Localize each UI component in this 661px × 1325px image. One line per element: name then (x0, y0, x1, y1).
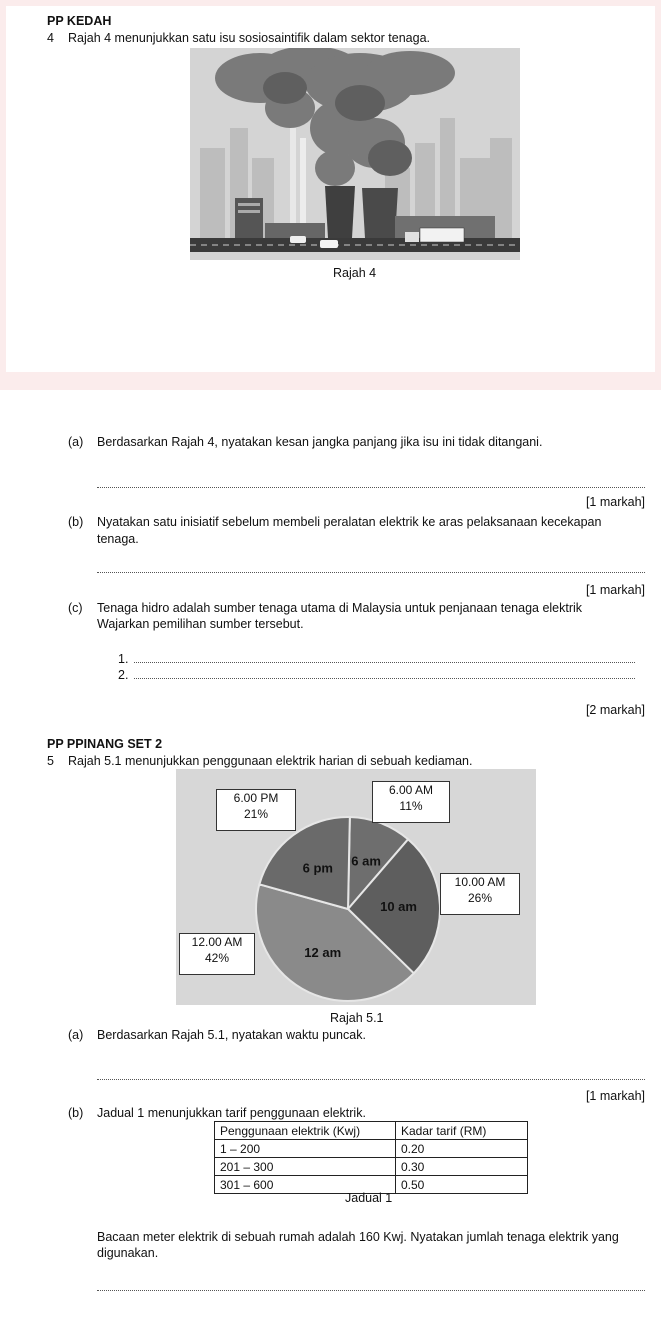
page-edge-top (0, 0, 661, 6)
part-b-question-line2: tenaga. (97, 532, 139, 546)
question-5-text: Rajah 5.1 menunjukkan penggunaan elektrik harian di sebuah kediaman. (68, 754, 473, 768)
q5-part-b-followup-line2: digunakan. (97, 1246, 159, 1260)
pie-inner-label-6-pm: 6 pm (302, 860, 333, 876)
part-c-answer-1-label: 1. (118, 652, 129, 666)
page-separator (0, 372, 661, 390)
part-b-answer-line[interactable] (97, 572, 645, 573)
table-header-rate: Kadar tarif (RM) (396, 1122, 528, 1140)
q5-part-a-question: Berdasarkan Rajah 5.1, nyatakan waktu puncak. (97, 1028, 366, 1042)
figure-5-1-caption: Rajah 5.1 (330, 1011, 384, 1025)
part-a-label: (a) (68, 435, 84, 449)
table-cell-usage: 201 – 300 (215, 1158, 396, 1176)
q5-part-a-answer-line[interactable] (97, 1079, 645, 1080)
part-b-question-line1: Nyatakan satu inisiatif sebelum membeli peralatan elektrik ke aras pelaksanaan kecekapan (97, 515, 602, 529)
pie-chart-panel (176, 769, 536, 1005)
callout-12am (179, 933, 255, 975)
factory-smoke-image (190, 48, 520, 260)
part-c-answer-2-label: 2. (118, 668, 129, 682)
table-cell-rate: 0.50 (396, 1176, 528, 1194)
part-a-answer-line[interactable] (97, 487, 645, 488)
part-a-question: Berdasarkan Rajah 4, nyatakan kesan jangka panjang jika isu ini tidak ditangani. (97, 435, 543, 449)
question-5-number: 5 (47, 754, 54, 768)
question-4-number: 4 (47, 31, 54, 45)
q5-part-b-followup-line1: Bacaan meter elektrik di sebuah rumah adalah 160 Kwj. Nyatakan jumlah tenaga elektrik yang (97, 1230, 619, 1244)
q5-part-a-label: (a) (68, 1028, 84, 1042)
page-margin-right (655, 0, 661, 372)
part-a-marks: [1 markah] (585, 495, 645, 509)
figure-4-caption: Rajah 4 (333, 266, 377, 280)
table-header-row (215, 1122, 528, 1140)
pie-inner-label-12-am: 12 am (304, 944, 342, 960)
pie-inner-label-10-am: 10 am (380, 898, 417, 914)
page-margin-left (0, 0, 6, 372)
part-c-question-line2: Wajarkan pemilihan sumber tersebut. (97, 617, 304, 631)
callout-12am-time: 12.00 AM (191, 935, 243, 949)
callout-10am (440, 873, 520, 915)
callout-6pm-time: 6.00 PM (233, 791, 279, 805)
q5-part-b-answer-line[interactable] (97, 1290, 645, 1291)
section-heading-kedah: PP KEDAH (47, 14, 112, 28)
table-cell-rate: 0.30 (396, 1158, 528, 1176)
table-cell-usage: 1 – 200 (215, 1140, 396, 1158)
question-4-text: Rajah 4 menunjukkan satu isu sosiosaintifik dalam sektor tenaga. (68, 31, 431, 45)
table-header-usage: Penggunaan elektrik (Kwj) (215, 1122, 396, 1140)
callout-12am-pct: 42% (204, 951, 230, 965)
table-row (215, 1140, 528, 1158)
q5-part-b-question: Jadual 1 menunjukkan tarif penggunaan elektrik. (97, 1106, 366, 1120)
q5-part-b-label: (b) (68, 1106, 84, 1120)
table-cell-rate: 0.20 (396, 1140, 528, 1158)
table-cell-usage: 301 – 600 (215, 1176, 396, 1194)
table-1-caption: Jadual 1 (345, 1191, 393, 1205)
callout-6am-time: 6.00 AM (388, 783, 434, 797)
callout-6am (372, 781, 450, 823)
pollution-illustration (190, 48, 520, 260)
part-c-answer-2-line[interactable] (134, 678, 635, 679)
part-c-marks: [2 markah] (585, 703, 645, 717)
q5-part-a-marks: [1 markah] (585, 1089, 645, 1103)
part-b-label: (b) (68, 515, 84, 529)
callout-6pm-pct: 21% (243, 807, 269, 821)
tariff-table (214, 1121, 528, 1194)
part-b-marks: [1 markah] (585, 583, 645, 597)
callout-10am-time: 10.00 AM (454, 875, 506, 889)
part-c-answer-1-line[interactable] (134, 662, 635, 663)
callout-6am-pct: 11% (399, 799, 423, 813)
part-c-label: (c) (68, 601, 83, 615)
pie-inner-label-6-am: 6 am (351, 853, 381, 869)
callout-10am-pct: 26% (467, 891, 493, 905)
table-row (215, 1158, 528, 1176)
part-c-question-line1: Tenaga hidro adalah sumber tenaga utama di Malaysia untuk penjanaan tenaga elektrik (97, 601, 583, 615)
section-heading-ppinang: PP PPINANG SET 2 (47, 737, 163, 751)
callout-6pm (216, 789, 296, 831)
